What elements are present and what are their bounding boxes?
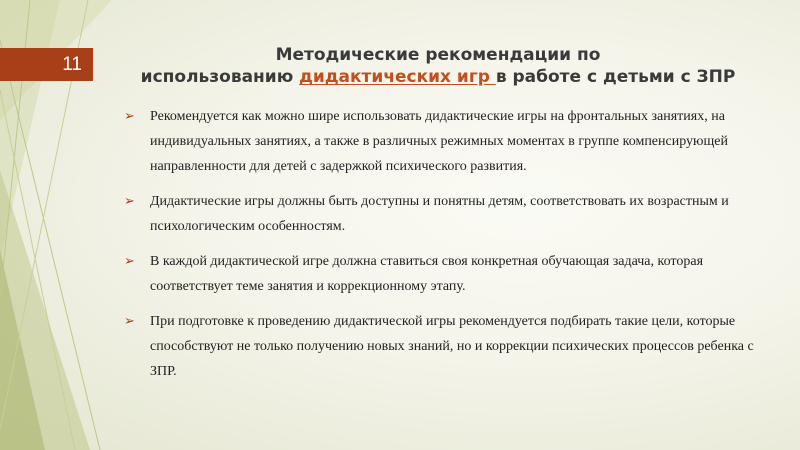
list-item (124, 309, 764, 384)
bullet-text: При подготовке к проведению дидактической игры рекомендуется подбирать такие цели, которые способствуют не только получению новых знаний, но и коррекции психических процессов ребенка с ЗПР. (150, 314, 754, 379)
bullet-list (124, 104, 764, 394)
arrow-bullet-icon: ➢ (124, 314, 135, 329)
bullet-text: Рекомендуется как можно шире использовать дидактические игры на фронтальных занятиях, на индивидуальных занятиях, а также в различных режимных моментах в группе компенсирующей направленности для детей с задержкой психического развития. (150, 109, 728, 174)
list-item (124, 189, 764, 239)
slide-number: 11 (0, 48, 93, 81)
bullet-text: Дидактические игры должны быть доступны и понятны детям, соответствовать их возрастным и психологическим особенностям. (150, 194, 729, 234)
arrow-bullet-icon: ➢ (124, 254, 135, 269)
title-part-3: в работе с детьми с ЗПР (495, 67, 736, 87)
bullet-text: В каждой дидактической игре должна ставиться своя конкретная обучающая задача, которая соответствует теме занятия и коррекционному этапу. (150, 254, 704, 294)
list-item (124, 249, 764, 299)
list-item (124, 104, 764, 179)
title-highlight: дидактических игр (299, 67, 496, 87)
arrow-bullet-icon: ➢ (124, 194, 135, 209)
title-part-2: использованию (140, 67, 300, 87)
slide-title (128, 44, 748, 88)
arrow-bullet-icon: ➢ (124, 109, 135, 124)
title-line-1: Методические рекомендации по (275, 45, 601, 65)
